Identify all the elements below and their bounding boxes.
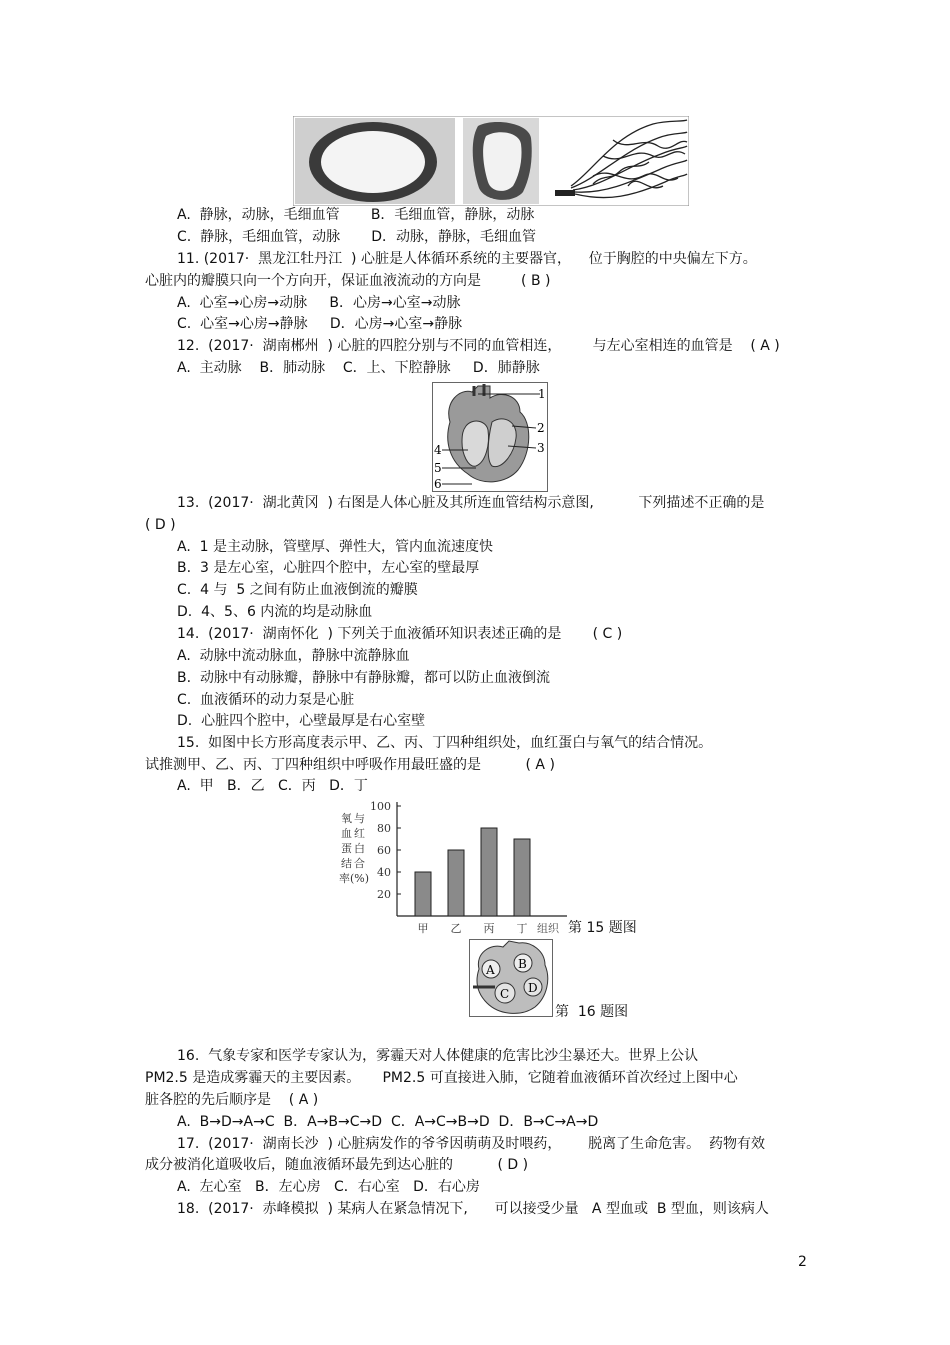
q17-stem-line1: 17. (2017· 湖南长沙 ) 心脏病发作的爷爷因萌萌及时喂药， 脱离了生命危害。 药物有效	[177, 1136, 766, 1152]
chart-y-tick-label: 20	[377, 888, 391, 901]
q14-stem: 14. (2017· 湖南怀化 ) 下列关于血液循环知识表述正确的是 ( C )	[177, 626, 623, 642]
q11-stem-line2: 心脏内的瓣膜只向一个方向开，保证血液流动的方向是 ( B )	[145, 273, 551, 289]
q15-options: A. 甲 B．乙 C．丙 D．丁	[177, 778, 368, 794]
fig16-label-c: C	[500, 987, 510, 1001]
q18-stem-line1: 18. (2017· 赤峰模拟 ) 某病人在紧急情况下, 可以接受少量 A 型血或 B 型血，则该病人	[177, 1201, 769, 1217]
q14-option-b: B. 动脉中有动脉瓣，静脉中有静脉瓣，都可以防止血液倒流	[177, 670, 550, 686]
chart-y-label-char: 合	[354, 857, 365, 870]
q12-stem: 12. (2017· 湖南郴州 ) 心脏的四腔分别与不同的血管相连， 与左心室相连的血管是 ( A )	[177, 338, 780, 354]
heart-label-6: 6	[434, 477, 442, 491]
q16-figure-caption: 第 16 题图	[555, 1004, 629, 1020]
fig16-label-d: D	[528, 981, 538, 995]
chart-x-category-label: 丁	[516, 922, 528, 935]
fig16-label-b: B	[518, 957, 527, 971]
chart-bar	[448, 850, 464, 916]
chart-x-category-label: 乙	[450, 922, 462, 935]
q13-stem-line1: 13. (2017· 湖北黄冈 ) 右图是人体心脏及其所连血管结构示意图, 下列描述不正确的是	[177, 495, 765, 511]
q15-stem-line2: 试推测甲、乙、丙、丁四种组织中呼吸作用最旺盛的是 ( A )	[145, 757, 555, 773]
q17-options: A. 左心室 B．左心房 C．右心室 D．右心房	[177, 1179, 480, 1195]
fig16-label-a: A	[486, 963, 495, 977]
chart-x-category-label: 丙	[483, 922, 495, 935]
q12-options: A. 主动脉 B．肺动脉 C．上、下腔静脉 D．肺静脉	[177, 360, 540, 376]
q13-option-d: D. 4、5、6 内流的均是动脉血	[177, 604, 373, 620]
heart-label-1: 1	[538, 387, 546, 401]
chart-y-axis-label	[339, 811, 369, 885]
chart-y-label-char: 与	[354, 812, 365, 825]
q17-stem-line2: 成分被消化道吸收后，随血液循环最先到达心脏的 ( D )	[145, 1157, 529, 1173]
chart-y-label-char: 氧	[341, 812, 352, 825]
q14-option-d: D. 心脏四个腔中，心壁最厚是右心室壁	[177, 713, 426, 729]
q11-stem-line1: 11. (2017· 黑龙江牡丹江 ) 心脏是人体循环系统的主要器官， 位于胸腔的中央偏左下方。	[177, 251, 757, 267]
chart-y-label-char: 血	[341, 827, 352, 840]
vessel-cross-section-figure	[293, 116, 689, 206]
chart-bar	[481, 828, 497, 916]
q15-figure-caption: 第 15 题图	[568, 920, 637, 936]
chart-y-label-char: 红	[354, 827, 365, 840]
chart-bar	[415, 872, 431, 916]
chart-y-tick-label: 100	[370, 800, 391, 813]
chart-y-label-char: 蛋	[341, 842, 352, 855]
chart-x-category-label: 甲	[417, 922, 429, 935]
heart-structure-figure	[432, 382, 548, 492]
q13-option-b: B. 3 是左心室，心脏四个腔中，左心室的壁最厚	[177, 560, 480, 576]
chart-y-label-char: 结	[341, 857, 352, 870]
heart-label-4: 4	[434, 443, 442, 457]
chart-bar	[514, 839, 530, 916]
chart-y-label-char: 白	[354, 842, 365, 855]
q13-option-c: C. 4 与 5 之间有防止血液倒流的瓣膜	[177, 582, 418, 598]
oxygen-binding-bar-chart	[337, 798, 569, 938]
heart-label-2: 2	[537, 421, 545, 435]
q14-option-a: A. 动脉中流动脉血，静脉中流静脉血	[177, 648, 410, 664]
fig16-heart-figure	[469, 939, 553, 1017]
chart-y-tick-label: 80	[377, 822, 391, 835]
q14-option-c: C. 血液循环的动力泵是心脏	[177, 692, 355, 708]
q13-stem-line2: ( D )	[145, 517, 176, 533]
chart-y-label-char: 率(%)	[339, 872, 370, 885]
q10-option-c-d: C. 静脉，毛细血管，动脉 D．动脉，静脉，毛细血管	[177, 229, 537, 245]
page-number: 2	[798, 1254, 807, 1270]
q16-stem-line2: PM2.5 是造成雾霾天的主要因素。 PM2.5 可直接进入肺，它随着血液循环首次经过上图中心	[145, 1070, 738, 1086]
q11-option-a-b: A. 心室→心房→动脉 B．心房→心室→动脉	[177, 295, 461, 311]
q10-option-a-b: A. 静脉，动脉，毛细血管 B．毛细血管，静脉，动脉	[177, 207, 535, 223]
q13-option-a: A. 1 是主动脉，管壁厚、弹性大，管内血流速度快	[177, 539, 494, 555]
q16-options: A. B→D→A→C B．A→B→C→D C．A→C→B→D D．B→C→A→D	[177, 1114, 599, 1130]
heart-label-5: 5	[434, 461, 442, 475]
heart-label-3: 3	[537, 441, 545, 455]
q11-option-c-d: C. 心室→心房→静脉 D．心房→心室→静脉	[177, 316, 463, 332]
q16-stem-line3: 脏各腔的先后顺序是 ( A )	[145, 1092, 319, 1108]
q15-stem-line1: 15. 如图中长方形高度表示甲、乙、丙、丁四种组织处，血红蛋白与氧气的结合情况。	[177, 735, 713, 751]
chart-x-axis-label: 组织	[537, 922, 559, 935]
q16-stem-line1: 16. 气象专家和医学专家认为，雾霾天对人体健康的危害比沙尘暴还大。世界上公认	[177, 1048, 699, 1064]
chart-y-tick-label: 40	[377, 866, 391, 879]
chart-y-tick-label: 60	[377, 844, 391, 857]
